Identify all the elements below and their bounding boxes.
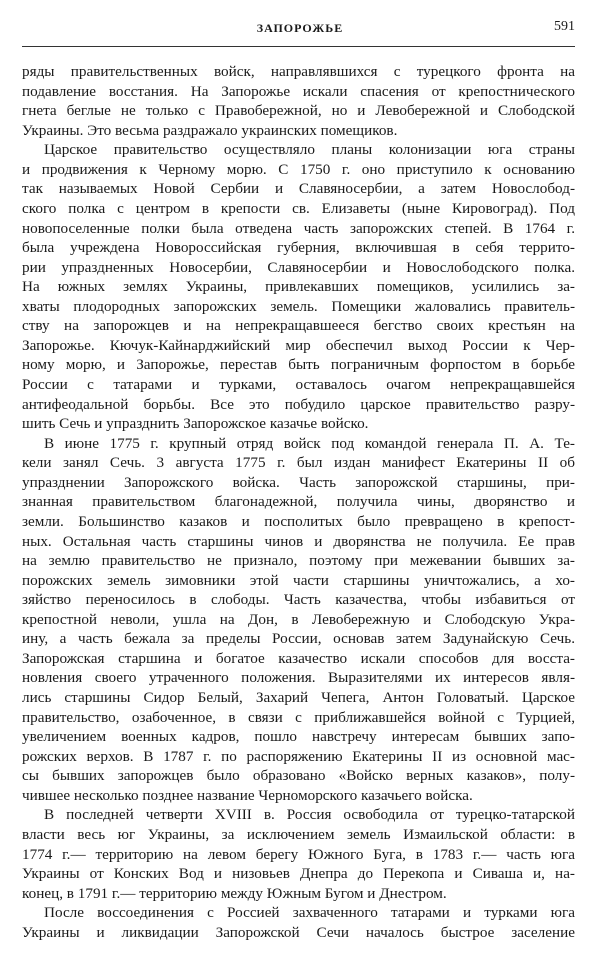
text-line: Запорожье. Кючук-Кайнарджийский мир обеспечил выход России к Чер-	[22, 336, 575, 354]
text-line: Запорожская старшина и богатое казачество искали способов для восста-	[22, 649, 575, 667]
text-line: антифеодальной борьбы. Все это побудило царское правительство разру-	[22, 395, 575, 413]
text-line: ину, а часть бежала за пределы России, основав затем Задунайскую Сечь.	[22, 630, 575, 648]
text-line: новления своего утраченного положения. Выразителями их интересов явля-	[22, 669, 575, 687]
text-line: была учреждена Новороссийская губерния, включившая в себя террито-	[22, 239, 575, 257]
text-line: лись старшины Сидор Белый, Захарий Чепега, Антон Головатый. Царское	[22, 689, 575, 706]
text-line: рии упраздненных Новосербии, Славяносербии и Новослободского полка.	[22, 258, 575, 276]
text-line: чившее несколько позднее название Черноморского казачьего войска.	[22, 786, 473, 804]
text-line: ному морю, и Запорожье, перестав быть пограничным форпостом в борьбе	[22, 356, 575, 374]
text-line: ского полка с центром в крепости св. Елизаветы (ныне Кировоград). Под	[22, 199, 575, 217]
text-line: Украины. Это весьма раздражало украинских помещиков.	[22, 121, 398, 139]
text-line: Украины от Конских Вод и низовьев Днепра до Перекопа и Сиваша и, на-	[22, 865, 575, 883]
text-line: шить Сечь и упразднить Запорожское казачье войско.	[22, 415, 369, 433]
text-line: сы бывших запорожцев было образовано «Войско верных казаков», полу-	[22, 767, 575, 785]
text-line: Украины и ликвидации Запорожской Сечи началось быстрое заселение	[22, 923, 575, 941]
text-line: ряды правительственных войск, направлявшихся с турецкого фронта на	[22, 63, 575, 80]
text-line: упразднении Запорожского войска. Часть запорожской старшины, при-	[22, 473, 575, 491]
text-line: увеличением военных кадров, пошло навстречу интересам бывших запо-	[22, 728, 575, 746]
text-line: новопоселенные полки была отведена часть запорожских степей. В 1764 г.	[22, 219, 575, 237]
text-line: подавление восстания. На Запорожье искали спасения от крепостнического	[22, 82, 575, 100]
text-line: В последней четверти XVIII в. Россия освободила от турецко-татарской	[44, 806, 575, 824]
text-line: рожских верхов. В 1787 г. по распоряжению Екатерины II из основной мас-	[22, 747, 575, 765]
text-line: хваты плодородных запорожских земель. Помещики жаловались правитель-	[22, 297, 575, 315]
page-body-text	[22, 62, 575, 942]
text-line: В июне 1775 г. крупный отряд войск под командой генерала П. А. Те-	[44, 434, 575, 452]
text-line: Царское правительство осуществляло планы колонизации юга страны	[44, 141, 575, 159]
text-line: земли. Большинство казаков и посполитых было превращено в крепост-	[22, 512, 575, 530]
text-line: конец, в 1791 г.— территорию между Южным Бугом и Днестром.	[22, 884, 447, 902]
text-line: на землю правительство не признало, поэтому при межевании бывших за-	[22, 552, 575, 570]
text-line: ству на запорожцев и на непрекращавшееся бегство своих крестьян на	[22, 317, 575, 335]
page-number: 591	[554, 19, 575, 34]
text-line: России с татарами и турками, оставалось очагом непрекращавшейся	[22, 376, 575, 393]
text-line: власти весь юг Украины, за исключением земель Измаильской области: в	[22, 825, 575, 843]
text-line: зяйство переносилось в слободы. Часть казачества, чтобы избавиться от	[22, 591, 575, 609]
running-title: ЗАПОРОЖЬЕ	[256, 21, 344, 35]
text-line: гнета беглые не только с Правобережной, но и Левобережной и Слободской	[22, 102, 575, 120]
text-line: На южных землях Украины, привлекавших помещиков, усилились за-	[22, 278, 575, 296]
text-line: кели занял Сечь. 3 августа 1775 г. был издан манифест Екатерины II об	[22, 454, 575, 472]
text-line: ных. Остальная часть старшины чинов и дворянства не получила. Ее прав	[22, 532, 575, 550]
text-line: 1774 г.— территорию на левом берегу Южного Буга, в 1783 г.— часть юга	[22, 845, 575, 863]
text-line: После воссоединения с Россией захваченного татарами и турками юга	[44, 904, 575, 922]
text-line: правительство, озабоченное, в связи с приближавшейся войной с Турцией,	[22, 708, 575, 726]
text-line: знанная правительством благонадежной, получила чины, дворянство и	[22, 493, 575, 511]
header-rule	[22, 46, 575, 47]
text-line: крепостной неволи, ушла на Дон, в Левобережную и Слободскую Укра-	[22, 610, 575, 628]
text-line: так называемых Новой Сербии и Славяносербии, а затем Новослобод-	[22, 180, 575, 198]
text-line: и продвижения к Черному морю. С 1750 г. оно приступило к основанию	[22, 160, 575, 178]
text-line: порожских земель зимовники этой части старшины уничтожались, а хо-	[22, 571, 575, 589]
